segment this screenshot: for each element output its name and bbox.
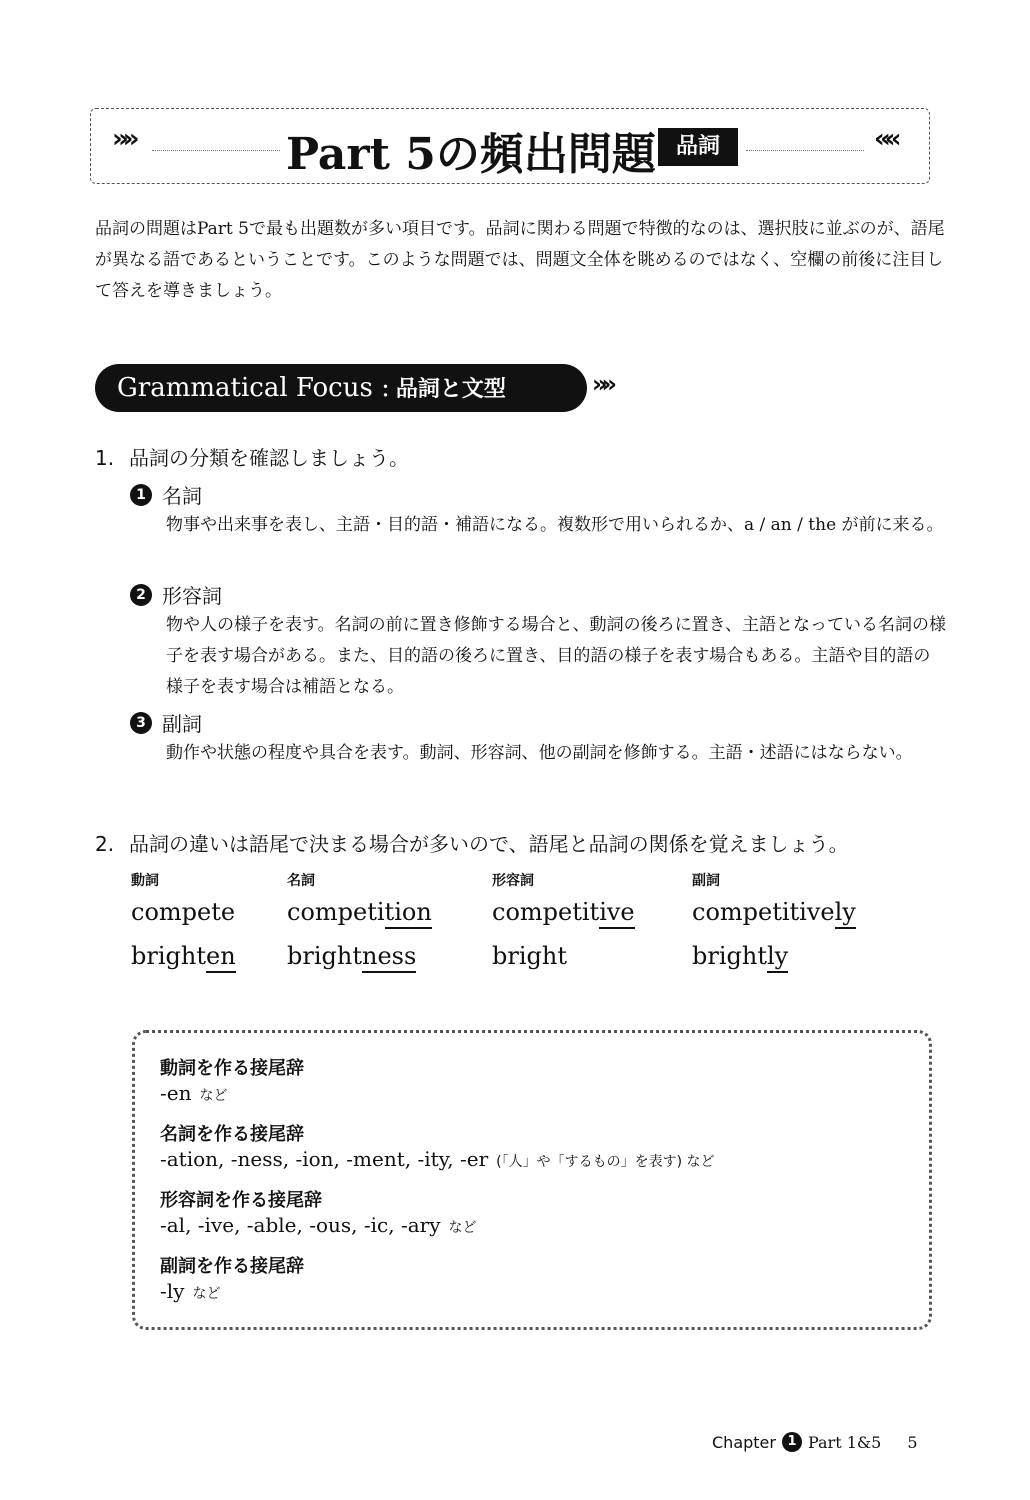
suffix-underline: en [206,942,236,973]
chapter-number-icon: 1 [782,1432,802,1452]
column-header: 名詞 [287,873,315,889]
page-title: Part 5の頻出問題 [286,129,656,180]
page-number: 5 [907,1432,918,1452]
pos-description: 物事や出来事を表し、主語・目的語・補語になる。複数形で用いられるか、a / an / the が前に来る。 [166,515,944,535]
word-cell: competitively [692,898,856,926]
suffix-heading-adverb: 副詞を作る接尾辞 [160,1256,304,1277]
title-badge: 品詞 [658,128,738,166]
pos-name: 副詞 [162,712,202,736]
pos-name: 形容詞 [162,584,222,608]
focus-label-en: Grammatical Focus : [117,373,390,403]
title-dotted-rule-left [152,150,280,151]
word-cell: competition [287,898,432,926]
footer-part: Part 1&5 [807,1432,882,1452]
left-chevron-icon: »» [112,124,134,154]
word-cell: brighten [131,942,236,970]
word-cell: competitive [492,898,635,926]
focus-chevron-icon: »» [592,370,612,398]
pos-name: 名詞 [162,484,202,508]
suffix-heading-noun: 名詞を作る接尾辞 [160,1124,304,1145]
section1-heading [95,442,409,471]
section2-heading [95,828,849,857]
intro-paragraph: 品詞の問題はPart 5で最も出題数が多い項目です。品詞に関わる問題で特徴的なのは、選択肢に並ぶのが、語尾が異なる語であるということです。このような問題では、問題文全体を眺めるのではなく、空欄の前後に注目して答えを導きましょう。 [95,219,945,301]
number-circle-icon: 2 [130,584,152,606]
suffix-heading-adjective: 形容詞を作る接尾辞 [160,1190,322,1211]
suffix-list-adverb: -ly など [160,1279,221,1303]
suffix-list-adjective: -al, -ive, -able, -ous, -ic, -ary など [160,1213,477,1237]
pos-description: 動作や状態の程度や具合を表す。動詞、形容詞、他の副詞を修飾する。主語・述語にはならない。 [166,743,913,763]
number-circle-icon: 1 [130,484,152,506]
word-cell: brightly [692,942,788,970]
section1-title: 品詞の分類を確認しましょう。 [129,446,409,470]
number-circle-icon: 3 [130,712,152,734]
column-header: 動詞 [131,873,159,889]
focus-banner [95,364,587,412]
suffix-underline: ly [767,942,788,973]
suffix-underline: ly [835,898,856,929]
section1-number: 1. [95,446,115,470]
suffix-underline: tion [385,898,432,929]
column-header: 副詞 [692,873,720,889]
right-chevron-icon: «« [874,124,896,154]
pos-description: 物や人の様子を表す。名詞の前に置き修飾する場合と、動詞の後ろに置き、主語となっている名詞の様子を表す場合がある。また、目的語の後ろに置き、目的語の様子を表す場合もある。主語や目的語の様子を表す場合は補語となる。 [166,615,946,697]
suffix-underline: ive [599,898,634,929]
footer-chapter-label: Chapter [712,1432,776,1452]
focus-label-ja: 品詞と文型 [395,377,506,402]
suffix-list-noun: -ation, -ness, -ion, -ment, -ity, -er (「人」や「するもの」を表す) など [160,1147,715,1171]
word-cell: bright [492,942,567,970]
section2-number: 2. [95,832,115,856]
column-header: 形容詞 [492,873,534,889]
suffix-underline: ness [362,942,416,973]
section2-title: 品詞の違いは語尾で決まる場合が多いので、語尾と品詞の関係を覚えましょう。 [129,832,849,856]
word-cell: brightness [287,942,416,970]
title-dotted-rule-right [746,150,864,151]
suffix-heading-verb: 動詞を作る接尾辞 [160,1058,304,1079]
page-footer [712,1432,918,1452]
word-cell: compete [131,898,236,926]
suffix-list-verb: -en など [160,1081,228,1105]
